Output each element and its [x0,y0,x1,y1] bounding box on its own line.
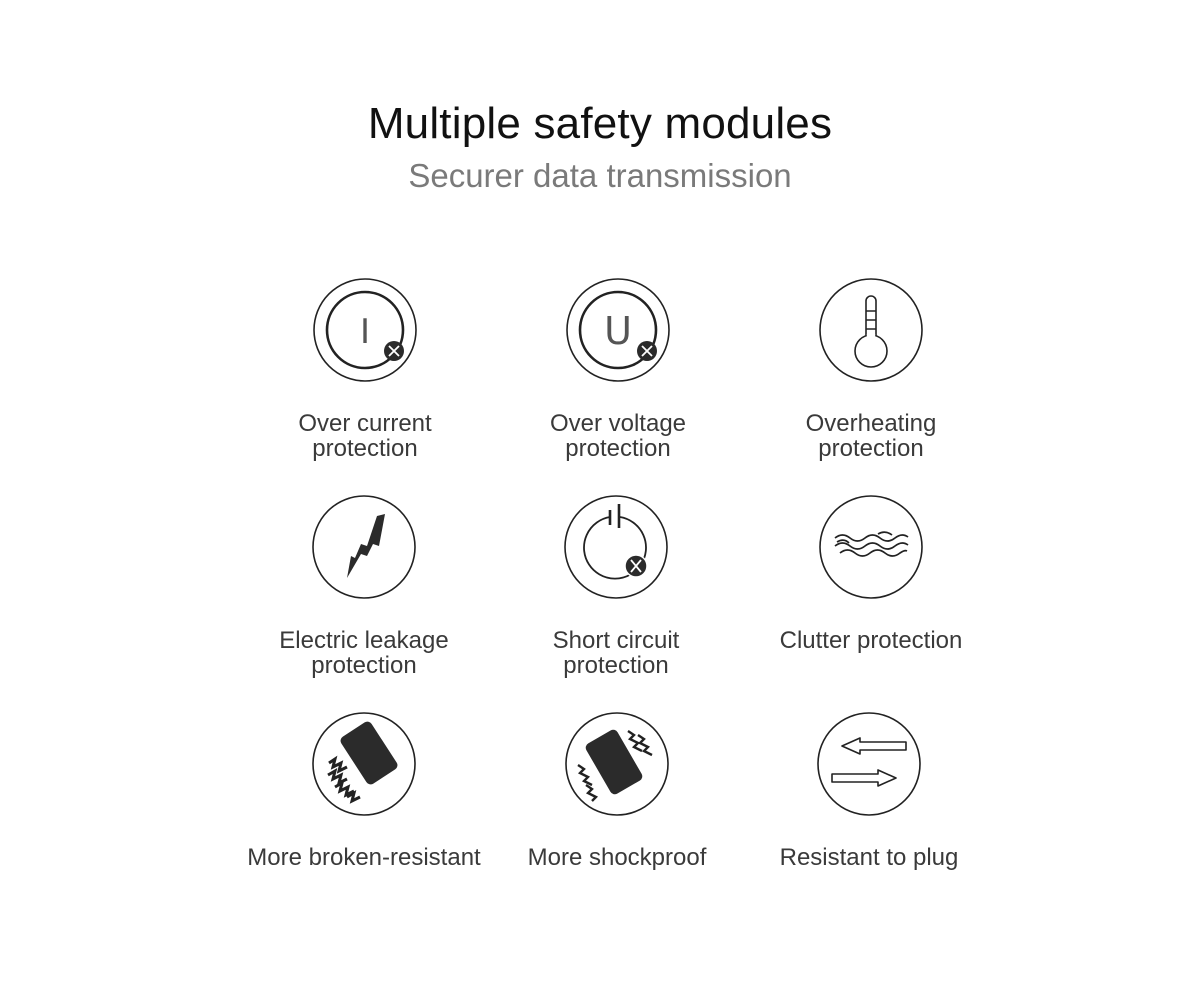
label-line: More broken-resistant [247,844,481,871]
current-symbol: I [359,312,371,352]
over-current-icon [312,277,418,383]
page-subtitle: Securer data transmission [408,157,792,194]
wavy-lines-icon [818,494,924,600]
feature-label [224,845,504,870]
plug-arrows-icon [816,711,922,817]
over-voltage-icon [565,277,671,383]
short-circuit-icon [563,494,669,600]
feature-label [731,411,1011,461]
feature-shockproof [477,711,757,870]
feature-broken-resistant [224,711,504,870]
feature-label [729,845,1009,870]
broken-resistant-icon [311,711,417,817]
feature-label [731,628,1011,653]
label-line: protection [311,652,417,679]
feature-clutter [731,494,1011,653]
label-line: Overheating [805,410,937,437]
label-line: Short circuit [552,627,680,654]
feature-over-current [225,277,505,461]
lightning-bolt-icon [311,494,417,600]
feature-overheating [731,277,1011,461]
feature-resistant-to-plug [729,711,1009,870]
label-line: Over voltage [549,410,687,437]
shockproof-icon [564,711,670,817]
feature-short-circuit [476,494,756,678]
feature-label [224,628,504,678]
label-line: Clutter protection [779,627,963,654]
label-line: protection [565,435,671,462]
label-line: Electric leakage [279,627,449,654]
label-line: Resistant to plug [779,844,959,871]
voltage-symbol: U [604,309,632,353]
feature-label [477,845,757,870]
feature-over-voltage [478,277,758,461]
page-title: Multiple safety modules [367,99,833,148]
feature-label [476,628,756,678]
label-line: Over current [298,410,432,437]
label-line: More shockproof [527,844,707,871]
label-line: protection [563,652,669,679]
feature-label [478,411,758,461]
thermometer-icon [818,277,924,383]
feature-label [225,411,505,461]
label-line: protection [818,435,924,462]
feature-electric-leakage [224,494,504,678]
label-line: protection [312,435,418,462]
